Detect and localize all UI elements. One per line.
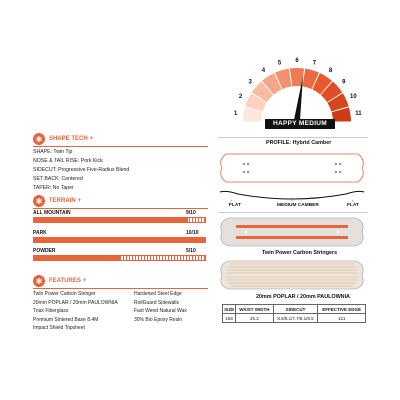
gauge-tick-label: 4 xyxy=(261,67,266,74)
feature-item: RollGuard Sidewalls xyxy=(134,299,180,306)
gauge-tick-label: 2 xyxy=(238,94,243,101)
terrain-bar-all-mountain xyxy=(33,217,206,223)
specs-cell: 8.5/8.1/7.7/8.1/8.5 xyxy=(273,314,318,323)
feature-item: 30% Bio Epoxy Resin xyxy=(134,316,183,323)
profile-flat-left: FLAT xyxy=(229,203,241,208)
profile-title: PROFILE: Hybrid Camber xyxy=(266,140,332,146)
shape-line: SIDECUT: Progressive Five-Radius Blend xyxy=(33,167,130,174)
shape-line: SET BACK: Centered xyxy=(33,176,83,183)
divider xyxy=(218,137,368,138)
gauge-tick-label: 9 xyxy=(342,79,346,86)
terrain-score-all-mountain: 9/10 xyxy=(186,210,196,216)
plus-icon: + xyxy=(89,136,94,142)
divider xyxy=(33,208,208,209)
specs-row xyxy=(223,314,366,323)
specs-header: SIDECUT xyxy=(273,305,318,314)
divider xyxy=(218,212,368,213)
specs-header-row xyxy=(223,305,366,314)
features-title: FEATURES xyxy=(49,278,81,284)
specs-header: SIZE xyxy=(224,306,235,312)
profile-flat-right: FLAT xyxy=(347,203,359,208)
feature-item: 20mm POPLAR / 20mm PAULOWNIA xyxy=(33,299,118,306)
asterisk-icon: ✱ xyxy=(33,275,45,287)
specs-header: EFFECTIVE EDGE xyxy=(318,305,366,314)
feature-item: Impact Shield Topsheet xyxy=(33,325,85,332)
shape-line: TAPER: No Taper xyxy=(33,185,74,192)
profile-diagram xyxy=(216,146,368,210)
terrain-score-powder: 5/10 xyxy=(186,248,196,254)
shape-tech-list xyxy=(33,148,129,193)
gauge-tick-label: 3 xyxy=(248,79,252,86)
specs-table xyxy=(222,304,366,323)
gauge-tick-label: 1 xyxy=(233,111,238,118)
terrain-label-park: PARK xyxy=(33,230,47,236)
shape-tech-title: SHAPE TECH xyxy=(49,136,88,142)
terrain-fill xyxy=(34,218,188,222)
plus-icon: + xyxy=(82,278,87,284)
divider xyxy=(33,146,208,147)
stringer-label: Twin Power Carbon Stringers xyxy=(262,250,338,256)
plus-icon: + xyxy=(77,198,82,204)
shape-line: NOSE & TAIL RISE: Pork Kick xyxy=(33,158,103,165)
gauge-tick-label: 7 xyxy=(312,60,317,67)
terrain-bar-powder xyxy=(33,255,206,261)
terrain-label-all-mountain: ALL MOUNTAIN xyxy=(33,210,71,216)
terrain-fill xyxy=(34,256,120,260)
terrain-label-powder: POWDER xyxy=(33,248,56,254)
features-col-1 xyxy=(33,290,118,333)
feature-item: Premium Sintered Base 8.4M xyxy=(33,316,99,323)
terrain-score-park: 10/10 xyxy=(186,230,199,236)
terrain-header xyxy=(33,194,81,208)
feature-item: Fast Wend Natural Wax xyxy=(134,308,187,315)
specs-header: WAIST WIDTH xyxy=(236,305,273,314)
gauge-tick-label: 5 xyxy=(277,60,282,67)
core-board xyxy=(216,257,368,293)
gauge-tick-label: 11 xyxy=(355,111,362,118)
feature-item: Hardened Steel Edge xyxy=(134,291,182,297)
gauge-label: HAPPY MEDIUM xyxy=(265,119,335,129)
shape-line: SHAPE: Twin Tip xyxy=(33,149,73,155)
gauge-tick-label: 8 xyxy=(328,67,333,74)
specs-cell: 25.2 xyxy=(236,314,273,323)
core-label: 20mm POPLAR / 20mm PAULOWNIA xyxy=(256,294,350,300)
features-header xyxy=(33,274,86,288)
shape-tech-header xyxy=(33,132,93,146)
features-col-2 xyxy=(134,290,187,324)
terrain-title: TERRAIN xyxy=(49,198,76,204)
terrain-bar-park xyxy=(33,237,206,243)
specs-cell: 121 xyxy=(318,314,366,323)
asterisk-icon: ✱ xyxy=(33,195,45,207)
asterisk-icon: ✱ xyxy=(33,133,45,145)
stringer-board xyxy=(216,214,368,250)
specs-cell: 156 xyxy=(223,314,236,323)
profile-medium-camber: MEDIUM CAMBER xyxy=(277,203,319,208)
gauge-tick-label: 6 xyxy=(295,58,299,64)
feature-item: Twin Power Carbon Stringer xyxy=(33,291,96,297)
gauge-tick-label: 10 xyxy=(350,94,357,101)
terrain-fill xyxy=(34,238,205,242)
divider xyxy=(33,288,208,289)
feature-item: Triax Fiberglass xyxy=(33,308,69,315)
